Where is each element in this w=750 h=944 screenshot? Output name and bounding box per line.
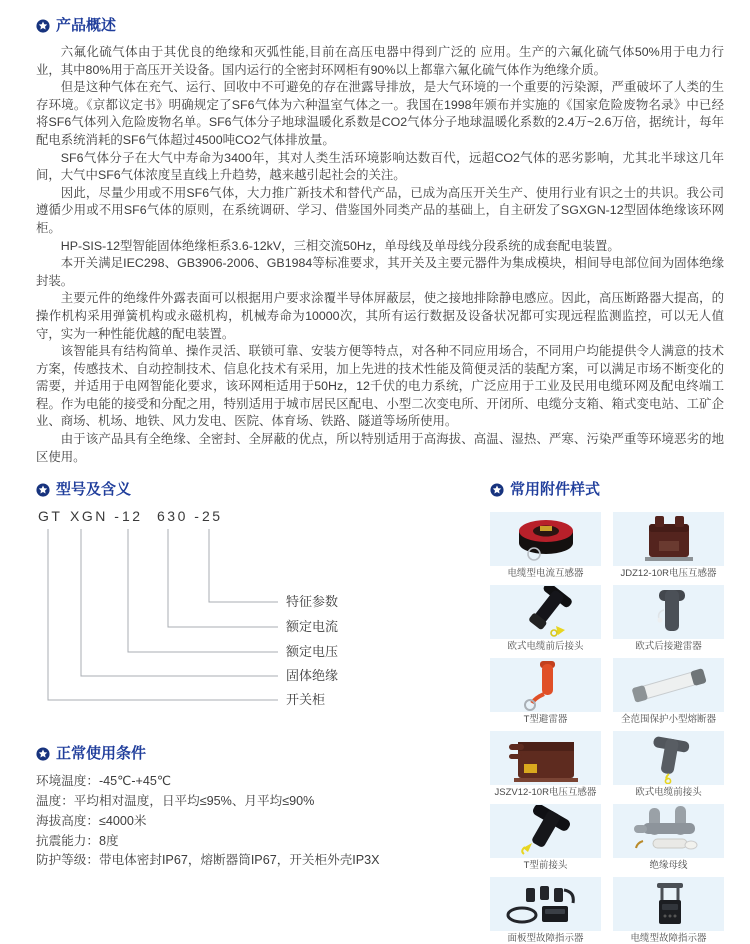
accessory-card <box>613 877 724 944</box>
jdz-voltage-transformer-image <box>613 512 724 566</box>
leader-line-parameter <box>209 529 278 602</box>
overview-paragraph: 该智能具有结构简单、操作灵活、联锁可靠、安装方便等特点，对各种不同应用场合，不同用户均能提供令人满意的技术方案，传感技术、自动控制技术、信息化技术有采用，加上先进的技术性能及简便灵活的装配方案，可以满足市场不断变化的需要，并适用于电网智能化要求，该环网柜适用于50Hz，12千伏的电力系统，广泛应用于工业及民用电缆环网及配电终端工程。作为电能的接受和分配之用，特别适用于城市居民区配电、小型二次变电所、开闭所、电缆分支箱、箱式变电站、工矿企业、商场、机场、地铁、风力发电、医院、体育场、铁路、隧道等场所使用。 <box>36 344 724 429</box>
overview-title: 产品概述 <box>56 17 117 34</box>
star-badge-icon <box>36 483 50 497</box>
model-title-row <box>36 480 488 500</box>
conditions-list <box>36 772 488 871</box>
lower-columns <box>36 480 724 944</box>
condition-item: 环境温度：-45℃-+45℃ <box>36 774 172 789</box>
model-segment-voltage: 12 <box>122 508 143 525</box>
model-label-switchgear: 开关柜 <box>286 692 326 708</box>
accessory-card <box>490 512 601 579</box>
accessory-label: 欧式后接避雷器 <box>635 641 702 653</box>
section-accessories <box>490 480 724 944</box>
accessory-label: JSZV12-10R电压互感器 <box>494 787 597 799</box>
accessory-label: 电缆型故障指示器 <box>630 933 707 944</box>
condition-item: 海拔高度：≤4000米 <box>36 813 147 828</box>
section-overview <box>36 16 724 466</box>
overview-paragraph: 六氟化硫气体由于其优良的绝缘和灭弧性能,目前在高压电器中得到广泛的 应用。生产的六氟化硫气体50%用于电力行业，其中80%用于高压开关设备。国内运行的全密封环网柜有90%以上都靠六氟化硫气体作为绝缘介质。 <box>36 45 724 77</box>
model-label-parameter: 特征参数 <box>286 594 339 610</box>
section-conditions <box>36 744 488 871</box>
accessories-title: 常用附件样式 <box>510 481 601 499</box>
euro-rear-arrester-image <box>613 585 724 639</box>
overview-paragraph: 因此，尽量少用或不用SF6气体，大力推广新技术和替代产品，已成为高压开关生产、使用行业有识之士的共识。我公司遵循少用或不用SF6气体的原则，在系统调研、学习、借鉴国外同类产品的基础上，自主研发了SGXGN-12型固体绝缘该环网柜。 <box>36 185 724 235</box>
overview-paragraphs <box>36 44 724 466</box>
condition-item: 温度：平均相对温度，日平均≤95%、月平均≤90% <box>36 794 315 809</box>
accessory-label: JDZ12-10R电压互感器 <box>620 568 717 580</box>
accessory-label: T型前接头 <box>523 860 568 872</box>
accessories-title-row <box>490 480 724 500</box>
overview-paragraph: 由于该产品具有全绝缘、全密封、全屏蔽的优点，所以特别适用于高海拔、高温、湿热、严寒、污染严重等环境恶劣的地区使用。 <box>36 432 724 464</box>
accessory-label: 欧式电缆前后接头 <box>507 641 584 653</box>
t-type-arrester-image <box>490 658 601 712</box>
accessories-grid <box>490 512 724 944</box>
overview-paragraph: 主要元件的绝缘件外露表面可以根据用户要求涂覆半导体屏蔽层，使之接地排除静电感应。因此，高压断路器大提高，的操作机构采用弹簧机构或永磁机构，机械寿命为10000次，其所有运行数据及设备状况都可实现远程监测监控，可以无人值守，实为一种性能优越的配电装置。 <box>36 291 724 341</box>
model-segment-type: XGN - <box>70 508 122 525</box>
conditions-title-row <box>36 744 488 764</box>
star-badge-icon <box>36 19 50 33</box>
star-badge-icon <box>36 747 50 761</box>
model-label-current: 额定电流 <box>286 619 339 635</box>
leader-line-current <box>168 529 278 627</box>
accessory-card <box>490 877 601 944</box>
jszv-voltage-transformer-image <box>490 731 601 785</box>
accessory-card <box>613 804 724 871</box>
accessory-card <box>613 512 724 579</box>
model-segment-series: GT <box>38 508 63 525</box>
euro-cable-front-connector-image <box>613 731 724 785</box>
accessory-card <box>490 804 601 871</box>
cable-fault-indicator-image <box>613 877 724 931</box>
accessory-card <box>613 731 724 798</box>
accessory-card <box>490 731 601 798</box>
accessory-label: 绝缘母线 <box>649 860 688 872</box>
full-range-small-fuse-image <box>613 658 724 712</box>
cable-current-transformer-image <box>490 512 601 566</box>
model-label-voltage: 额定电压 <box>286 644 339 660</box>
model-segment-parameter: 25 <box>202 508 223 525</box>
euro-cable-front-rear-connector-image <box>490 585 601 639</box>
accessory-label: 全范围保护小型熔断器 <box>620 714 716 726</box>
condition-item: 防护等级：带电体密封IP67，熔断器筒IP67，开关柜外壳IP3X <box>36 853 380 868</box>
overview-paragraph: 但是这种气体在充气、运行、回收中不可避免的存在泄露导排放，是大气环境的一个重要的污染源，严重破坏了人类的生存环境。《京都议定书》明确规定了SF6气体为六种温室气体之一。我国在1998年颁布并实施的《国家危险废物名录》中已经将SF6气体列入危险废物名单。SF6气体分子地球温暖化系数是CO2气体分子地球温暖化系数的2.4万~2.6万倍，据统计，每年配电系统消耗的SF6气体超过4500吨CO2气体排放量。 <box>36 80 724 147</box>
model-label-insulation: 固体绝缘 <box>286 668 339 684</box>
panel-fault-indicator-image <box>490 877 601 931</box>
overview-paragraph: HP-SIS-12型智能固体绝缘柜系3.6-12kV，三相交流50Hz，单母线及单母线分段系统的成套配电装置。 <box>60 238 620 253</box>
overview-title-row <box>36 16 724 36</box>
accessory-card <box>613 585 724 652</box>
model-designation-diagram <box>36 506 484 714</box>
model-segment-current: 630 - <box>157 508 202 525</box>
insulated-busbar-image <box>613 804 724 858</box>
leader-line-voltage <box>128 529 278 652</box>
overview-paragraph: 本开关满足IEC298、GB3906-2006、GB1984等标准要求，其开关及主要元器件为集成模块，相间导电部位间为固体绝缘封装。 <box>36 256 724 288</box>
star-badge-icon <box>490 483 504 497</box>
accessory-label: 电缆型电流互感器 <box>507 568 584 580</box>
overview-paragraph: SF6气体分子在大气中寿命为3400年，其对人类生活环境影响达数百代，远超CO2气体的恶劣影响，尤其北半球这几年间，大气中SF6气体浓度呈直线上升趋势，越来越引起社会的关注。 <box>36 150 724 183</box>
conditions-title: 正常使用条件 <box>56 745 147 763</box>
accessory-card <box>490 658 601 725</box>
condition-item: 抗震能力：8度 <box>36 833 119 848</box>
accessory-label: 欧式电缆前接头 <box>635 787 702 799</box>
accessory-card <box>613 658 724 725</box>
leader-line-switchgear <box>48 529 278 700</box>
model-title: 型号及含义 <box>56 481 132 499</box>
left-column <box>36 480 488 944</box>
t-type-front-connector-image <box>490 804 601 858</box>
accessory-label: 面板型故障指示器 <box>507 933 584 944</box>
accessory-label: T型避雷器 <box>523 714 568 726</box>
accessory-card <box>490 585 601 652</box>
